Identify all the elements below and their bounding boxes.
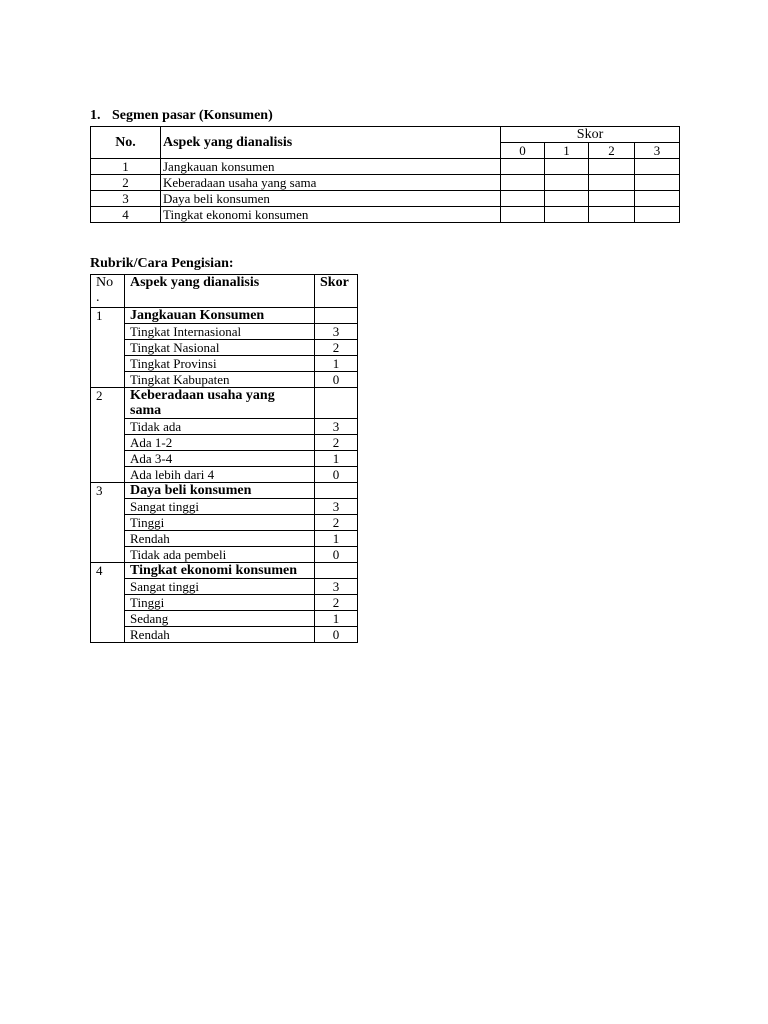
rubric-item-label: Tidak ada pembeli <box>125 547 315 563</box>
row-aspek: Daya beli konsumen <box>161 191 501 207</box>
rubric-item-row <box>91 531 358 547</box>
rubric-category: Daya beli konsumen <box>125 483 315 499</box>
section-number: 1. <box>90 108 101 123</box>
rubric-item-row <box>91 499 358 515</box>
rubric-header-no: No . <box>91 275 125 308</box>
rubric-item-score: 2 <box>315 340 358 356</box>
row-aspek: Tingkat ekonomi konsumen <box>161 207 501 223</box>
rubric-item-row <box>91 340 358 356</box>
score-cell[interactable] <box>501 175 545 191</box>
rubric-item-score: 1 <box>315 451 358 467</box>
score-cell[interactable] <box>501 207 545 223</box>
rubric-item-row <box>91 579 358 595</box>
rubric-item-row <box>91 419 358 435</box>
score-cell[interactable] <box>545 159 589 175</box>
score-col-3: 3 <box>635 143 680 159</box>
header-aspek: Aspek yang dianalisis <box>161 127 501 159</box>
score-cell[interactable] <box>545 175 589 191</box>
score-col-1: 1 <box>545 143 589 159</box>
rubric-item-label: Tidak ada <box>125 419 315 435</box>
score-cell[interactable] <box>635 207 680 223</box>
rubric-item-score: 3 <box>315 579 358 595</box>
score-cell[interactable] <box>635 159 680 175</box>
rubric-item-score: 3 <box>315 499 358 515</box>
rubric-item-row <box>91 467 358 483</box>
assessment-table <box>90 126 680 223</box>
rubric-item-label: Tingkat Kabupaten <box>125 372 315 388</box>
score-col-2: 2 <box>589 143 635 159</box>
rubric-item-score: 1 <box>315 356 358 372</box>
rubric-item-score: 1 <box>315 611 358 627</box>
rubric-item-label: Tingkat Internasional <box>125 324 315 340</box>
score-cell[interactable] <box>635 175 680 191</box>
rubric-item-label: Sedang <box>125 611 315 627</box>
rubric-item-row <box>91 435 358 451</box>
rubric-item-row <box>91 595 358 611</box>
rubric-item-score: 2 <box>315 515 358 531</box>
rubric-item-row <box>91 356 358 372</box>
rubric-category-row <box>91 388 358 419</box>
rubric-item-label: Tinggi <box>125 595 315 611</box>
rubric-item-row <box>91 451 358 467</box>
rubric-table <box>90 274 358 643</box>
rubric-category: Tingkat ekonomi konsumen <box>125 563 315 579</box>
score-cell[interactable] <box>589 159 635 175</box>
rubric-item-label: Rendah <box>125 531 315 547</box>
rubric-category: Jangkauan Konsumen <box>125 308 315 324</box>
rubric-item-score: 0 <box>315 372 358 388</box>
rubric-group-no: 3 <box>91 483 125 563</box>
row-no: 2 <box>91 175 161 191</box>
rubric-item-label: Tingkat Provinsi <box>125 356 315 372</box>
row-no: 3 <box>91 191 161 207</box>
rubric-item-label: Sangat tinggi <box>125 579 315 595</box>
rubric-group-no: 1 <box>91 308 125 388</box>
score-cell[interactable] <box>589 175 635 191</box>
row-no: 4 <box>91 207 161 223</box>
rubric-item-score: 0 <box>315 467 358 483</box>
rubric-item-row <box>91 611 358 627</box>
rubric-item-label: Rendah <box>125 627 315 643</box>
rubric-category: Keberadaan usaha yang sama <box>125 388 315 419</box>
score-cell[interactable] <box>635 191 680 207</box>
rubric-item-row <box>91 372 358 388</box>
rubric-title: Rubrik/Cara Pengisian: <box>90 256 234 271</box>
score-cell[interactable] <box>501 159 545 175</box>
rubric-item-label: Ada lebih dari 4 <box>125 467 315 483</box>
score-cell[interactable] <box>501 191 545 207</box>
rubric-item-score: 0 <box>315 547 358 563</box>
rubric-item-row <box>91 324 358 340</box>
rubric-item-label: Ada 1-2 <box>125 435 315 451</box>
score-cell[interactable] <box>545 207 589 223</box>
table-row <box>91 207 680 223</box>
rubric-category-row <box>91 483 358 499</box>
header-no: No. <box>91 127 161 159</box>
row-aspek: Keberadaan usaha yang sama <box>161 175 501 191</box>
rubric-item-score: 0 <box>315 627 358 643</box>
header-skor: Skor <box>501 127 680 143</box>
rubric-item-score: 2 <box>315 435 358 451</box>
rubric-header-aspek: Aspek yang dianalisis <box>125 275 315 308</box>
section-heading <box>90 108 273 124</box>
table-row <box>91 191 680 207</box>
row-no: 1 <box>91 159 161 175</box>
rubric-item-label: Sangat tinggi <box>125 499 315 515</box>
score-col-0: 0 <box>501 143 545 159</box>
row-aspek: Jangkauan konsumen <box>161 159 501 175</box>
rubric-category-row <box>91 563 358 579</box>
rubric-item-label: Tingkat Nasional <box>125 340 315 356</box>
rubric-group-no: 4 <box>91 563 125 643</box>
rubric-item-score: 1 <box>315 531 358 547</box>
rubric-item-score: 2 <box>315 595 358 611</box>
table-row <box>91 175 680 191</box>
rubric-item-score: 3 <box>315 324 358 340</box>
score-cell[interactable] <box>589 191 635 207</box>
rubric-item-row <box>91 627 358 643</box>
rubric-header-skor: Skor <box>315 275 358 308</box>
rubric-item-row <box>91 547 358 563</box>
rubric-item-score: 3 <box>315 419 358 435</box>
table-row <box>91 159 680 175</box>
rubric-item-row <box>91 515 358 531</box>
rubric-category-row <box>91 308 358 324</box>
score-cell[interactable] <box>589 207 635 223</box>
rubric-group-no: 2 <box>91 388 125 483</box>
score-cell[interactable] <box>545 191 589 207</box>
rubric-item-label: Ada 3-4 <box>125 451 315 467</box>
section-title: Segmen pasar (Konsumen) <box>112 108 273 123</box>
rubric-item-label: Tinggi <box>125 515 315 531</box>
